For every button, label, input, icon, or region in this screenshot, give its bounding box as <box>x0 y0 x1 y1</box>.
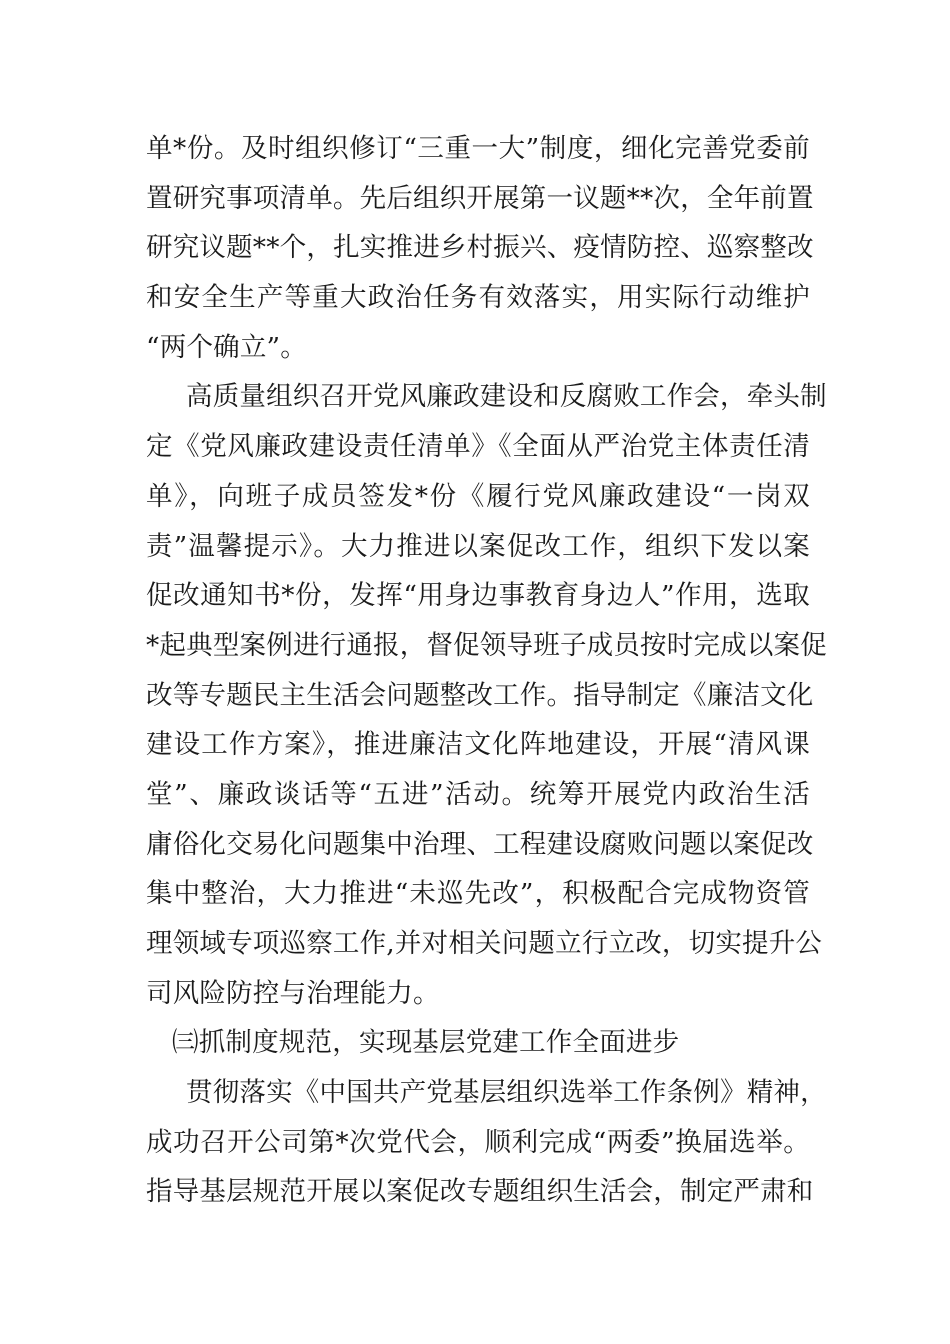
section-heading: ㈢抓制度规范，实现基层党建工作全面进步 <box>172 1027 680 1059</box>
text-line: 单*份。及时组织修订“三重一大”制度，细化完善党委前 <box>146 133 810 164</box>
text-line: 改等专题民主生活会问题整改工作。指导制定《廉洁文化 <box>146 679 814 711</box>
text-line: *起典型案例进行通报，督促领导班子成员按时完成以案促 <box>146 629 827 661</box>
text-line: 定《党风廉政建设责任清单》《全面从严治党主体责任清 <box>146 431 810 463</box>
text-line: 司风险防控与治理能力。 <box>146 977 440 1009</box>
text-line: 置研究事项清单。先后组织开展第一议题**次，全年前置 <box>146 182 814 214</box>
paragraph-start-line: 高质量组织召开党风廉政建设和反腐败工作会，牵头制 <box>186 381 827 413</box>
text-line: 成功召开公司第*次党代会，顺利完成“两委”换届选举。 <box>146 1126 810 1158</box>
text-line: 和安全生产等重大政治任务有效落实，用实际行动维护 <box>146 282 810 314</box>
text-line: 建设工作方案》，推进廉洁文化阵地建设，开展“清风课 <box>146 729 810 761</box>
text-line: 理领域专项巡察工作,并对相关问题立行立改，切实提升公 <box>146 928 823 959</box>
paragraph-start-line: 贯彻落实《中国共产党基层组织选举工作条例》精神， <box>186 1077 827 1109</box>
text-line: 堂”、廉政谈话等“五进”活动。统筹开展党内政治生活 <box>146 778 810 810</box>
text-line: 促改通知书*份，发挥“用身边事教育身边人”作用，选取 <box>146 580 810 612</box>
text-line: 研究议题**个，扎实推进乡村振兴、疫情防控、巡察整改 <box>146 232 814 264</box>
document-body <box>146 124 827 1217</box>
text-line: 单》，向班子成员签发*份《履行党风廉政建设“一岗双 <box>146 480 810 512</box>
text-line: 指导基层规范开展以案促改专题组织生活会，制定严肃和 <box>146 1176 814 1208</box>
text-line: “两个确立”。 <box>146 331 307 363</box>
text-line: 责”温馨提示》。大力推进以案促改工作，组织下发以案 <box>146 530 810 562</box>
text-line: 庸俗化交易化问题集中治理、工程建设腐败问题以案促改 <box>146 828 814 860</box>
text-line: 集中整治，大力推进“未巡先改”，积极配合完成物资管 <box>146 878 810 910</box>
